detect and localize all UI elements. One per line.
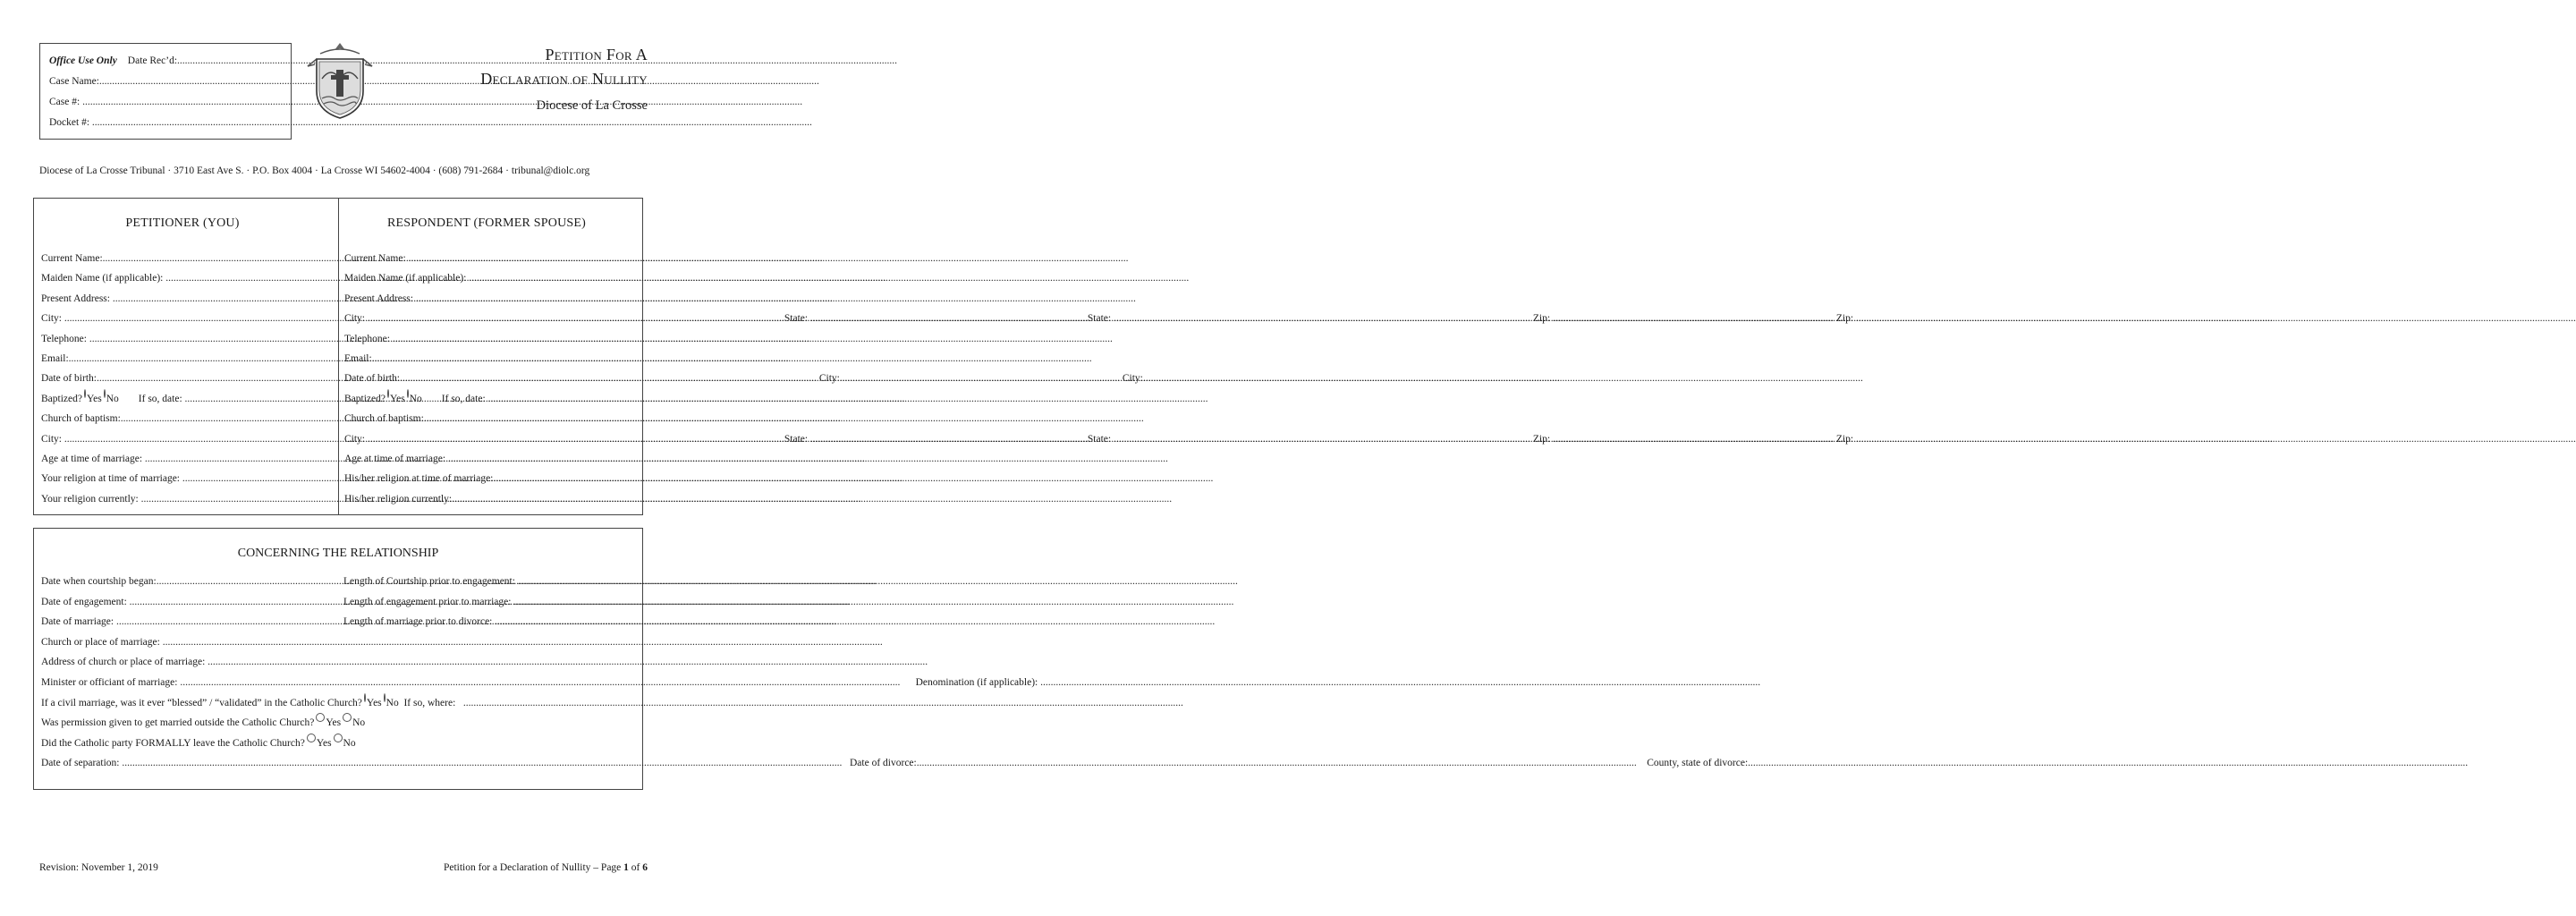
petitioner-baptized-yes-radio[interactable] [84, 389, 86, 398]
case-number-field[interactable] [82, 92, 802, 113]
respondent-heading: RESPONDENT (FORMER SPOUSE) [387, 216, 586, 230]
church-place-row: Church or place of marriage: ..... [41, 632, 635, 653]
respondent-church-baptism-row: Church of baptism: ..... [344, 409, 629, 428]
respondent-email-field[interactable] [372, 349, 1092, 369]
respondent-maiden-name-field[interactable] [469, 268, 1189, 288]
case-name-field[interactable] [99, 72, 819, 92]
diocese-name: Diocese of La Crosse [536, 98, 648, 113]
petitioner-dob-row: Date of birth: ..... City: ..... [41, 369, 324, 388]
petitioner-religion-current-row: Your religion currently: ..... [41, 489, 324, 509]
church-address-row: Address of church or place of marriage: ..... [41, 652, 635, 673]
petitioner-address-row: Present Address: ..... [41, 289, 324, 309]
docket-number-label: Docket #: [49, 117, 90, 128]
office-use-heading: Office Use Only [49, 55, 117, 66]
title-line-1: Petition For A [545, 46, 648, 64]
respondent-baptism-date-field[interactable] [488, 389, 1208, 409]
petitioner-baptized-row: Baptized? Yes No If so, date: ..... [41, 389, 324, 409]
petitioner-current-name-row: Current Name: ..... [41, 249, 324, 268]
respondent-column [344, 199, 1854, 509]
engagement-length-field[interactable] [513, 592, 1233, 613]
courtship-length-field[interactable] [518, 572, 1238, 592]
church-place-field[interactable] [163, 632, 883, 653]
separation-date-field[interactable] [122, 753, 842, 774]
divorce-date-field[interactable] [917, 753, 1637, 774]
separation-row: Date of separation: ..... Date of divorce: ..... County, state of divorce: ..... [41, 753, 635, 774]
divorce-county-field[interactable] [1748, 753, 2468, 774]
courtship-row: Date when courtship began: ..... Length of Courtship prior to engagement: ..... [41, 572, 635, 592]
respondent-religion-marriage-field[interactable] [493, 469, 1213, 488]
respondent-age-field[interactable] [448, 449, 1168, 469]
petitioner-religion-marriage-row: Your religion at time of marriage: ..... [41, 469, 324, 488]
permission-row: Was permission given to get married outside the Catholic Church? Yes No [41, 713, 635, 734]
revision-date: Revision: November 1, 2019 [39, 862, 158, 873]
minister-row: Minister or officiant of marriage: ..... Denomination (if applicable): ..... [41, 673, 635, 693]
respondent-address-row: Present Address: ..... [344, 289, 629, 309]
marriage-length-field[interactable] [495, 612, 1215, 632]
church-address-field[interactable] [208, 652, 928, 673]
case-name-label: Case Name: [49, 76, 99, 87]
respondent-baptism-city-row: City: ..... State: ..... Zip: ..... [344, 429, 629, 449]
petitioner-maiden-name-row: Maiden Name (if applicable): ..... [41, 268, 324, 288]
permission-no-radio[interactable] [343, 713, 352, 722]
date-received-label: Date Rec’d: [127, 55, 178, 66]
respondent-dob-row: Date of birth: ..... City: ..... [344, 369, 629, 388]
respondent-church-baptism-field[interactable] [424, 409, 1144, 428]
relationship-box [33, 528, 1749, 790]
denomination-field[interactable] [1040, 673, 1760, 693]
diocese-coat-of-arms-icon [304, 39, 376, 122]
respondent-address-field[interactable] [416, 289, 1136, 309]
office-use-box [39, 43, 292, 140]
title-line-2: Declaration of Nullity [480, 70, 648, 88]
respondent-baptism-zip-field[interactable] [1856, 429, 2576, 449]
respondent-religion-marriage-row: His/her religion at time of marriage: ..... [344, 469, 629, 488]
permission-yes-radio[interactable] [316, 713, 325, 722]
respondent-telephone-field[interactable] [393, 329, 1113, 349]
formal-leave-no-radio[interactable] [334, 734, 343, 742]
petitioner-telephone-row: Telephone: ..... [41, 329, 324, 349]
respondent-religion-current-row: His/her religion currently: ..... [344, 489, 629, 509]
petitioner-baptism-city-row: City: ..... State: ..... Zip: ..... [41, 429, 324, 449]
petitioner-heading: PETITIONER (YOU) [125, 216, 240, 230]
case-number-label: Case #: [49, 97, 80, 107]
petitioner-baptized-no-radio[interactable] [104, 389, 106, 398]
petitioner-email-row: Email: ..... [41, 349, 324, 369]
respondent-baptized-no-radio[interactable] [407, 389, 409, 398]
civil-marriage-row: If a civil marriage, was it ever “blessed” / “validated” in the Catholic Church? Yes No If so, where: ..... [41, 693, 635, 714]
tribunal-contact-line: Diocese of La Crosse Tribunal · 3710 East Ave S. · P.O. Box 4004 · La Crosse WI 54602-4004 · (608) 791-2684 · tribunal@diolc.org [39, 165, 590, 176]
formal-leave-yes-radio[interactable] [307, 734, 316, 742]
petitioner-church-baptism-row: Church of baptism: ..... [41, 409, 324, 428]
relationship-heading: CONCERNING THE RELATIONSHIP [237, 547, 439, 560]
respondent-baptism-city-field[interactable] [368, 429, 1088, 449]
civil-blessed-yes-radio[interactable] [364, 693, 366, 702]
respondent-baptized-yes-radio[interactable] [387, 389, 389, 398]
respondent-religion-current-field[interactable] [452, 489, 1172, 509]
respondent-birth-city-field[interactable] [1143, 369, 1863, 388]
formal-leave-row: Did the Catholic party FORMALLY leave the Catholic Church? Yes No [41, 734, 635, 754]
docket-number-field[interactable] [92, 113, 812, 133]
respondent-email-row: Email: ..... [344, 349, 629, 369]
civil-where-field[interactable] [463, 693, 1183, 714]
civil-blessed-no-radio[interactable] [384, 693, 386, 702]
respondent-current-name-row: Current Name: ..... [344, 249, 629, 268]
petitioner-city-row: City: ..... State: ..... Zip: ..... [41, 309, 324, 328]
respondent-state-field[interactable] [1114, 309, 1834, 328]
petitioner-age-row: Age at time of marriage: ..... [41, 449, 324, 469]
respondent-city-field[interactable] [368, 309, 1088, 328]
respondent-age-row: Age at time of marriage: ..... [344, 449, 629, 469]
petition-title [480, 43, 648, 91]
parties-box [33, 198, 1854, 515]
respondent-telephone-row: Telephone: ..... [344, 329, 629, 349]
respondent-dob-field[interactable] [400, 369, 1120, 388]
respondent-current-name-field[interactable] [409, 249, 1129, 268]
respondent-maiden-name-row: Maiden Name (if applicable): ..... [344, 268, 629, 288]
engagement-row: Date of engagement: ..... Length of engagement prior to marriage: ..... [41, 592, 635, 613]
respondent-zip-field[interactable] [1856, 309, 2576, 328]
page-number: Petition for a Declaration of Nullity – Page 1 of 6 [443, 862, 648, 873]
minister-field[interactable] [180, 673, 900, 693]
respondent-baptized-row: Baptized? Yes No If so, date: ..... [344, 389, 629, 409]
respondent-city-row: City: ..... State: ..... Zip: ..... [344, 309, 629, 328]
respondent-baptism-state-field[interactable] [1114, 429, 1834, 449]
marriage-row: Date of marriage: ..... Length of marriage prior to divorce: ..... [41, 612, 635, 632]
